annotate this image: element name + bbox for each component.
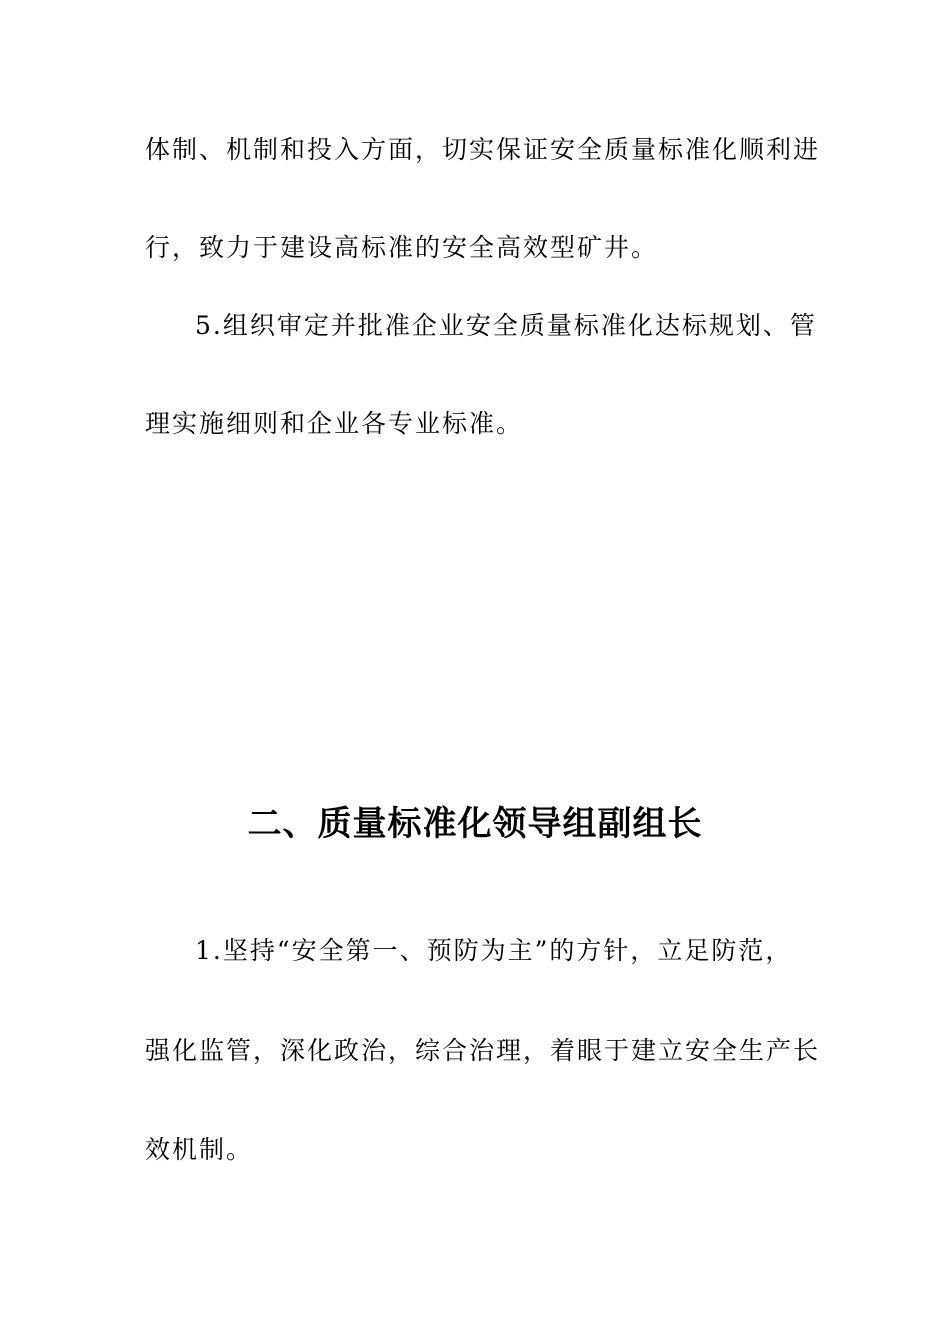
paragraph-1-line-2: 行，致力于建设高标准的安全高效型矿井。 — [145, 233, 659, 262]
paragraph-3-line-2: 强化监管，深化政治，综合治理，着眼于建立安全生产长 — [145, 1036, 821, 1065]
paragraph-2-line-2: 理实施细则和企业各专业标准。 — [145, 409, 524, 438]
section-heading: 二、质量标准化领导组副组长 — [247, 804, 703, 844]
paragraph-3-line-1: 1.坚持“安全第一、预防为主”的方针，立足防范， — [195, 936, 793, 965]
paragraph-1-line-1: 体制、机制和投入方面，切实保证安全质量标准化顺利进 — [145, 135, 821, 164]
paragraph-3-line-3: 效机制。 — [145, 1135, 254, 1164]
paragraph-2-line-1: 5.组织审定并批准企业安全质量标准化达标规划、管 — [195, 311, 817, 340]
